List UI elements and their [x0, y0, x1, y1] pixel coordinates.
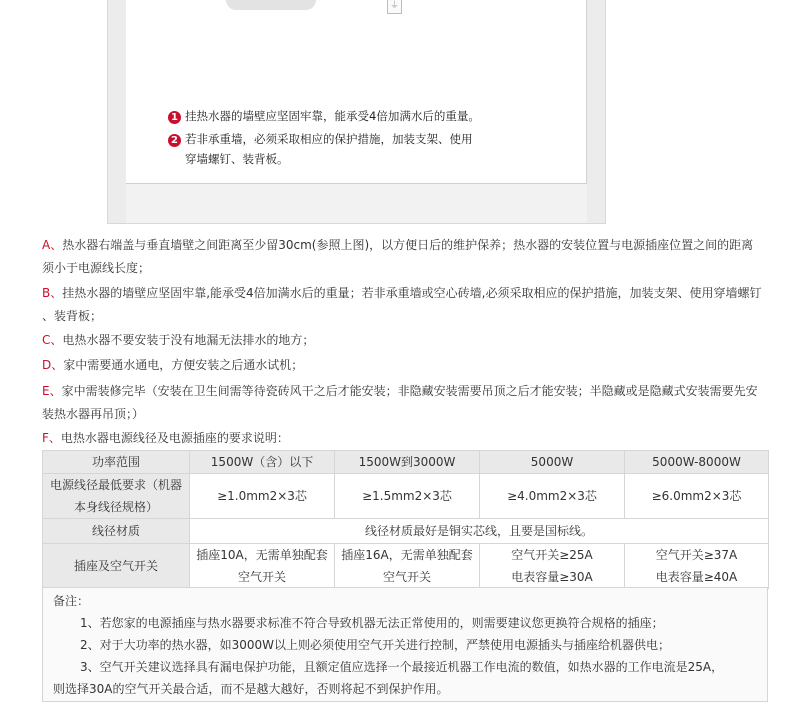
wire-value-3: ≥4.0mm2×3芯: [480, 474, 625, 519]
notes-title: 备注：: [53, 594, 90, 608]
label-c: C、: [42, 333, 63, 347]
label-a: A、: [42, 238, 63, 252]
table-row-wire: [43, 474, 769, 519]
switch-value-3-line2: 电表容量≥30A: [511, 570, 593, 584]
water-heater-image: [226, 0, 316, 10]
illustration-note-2-cont: [185, 149, 289, 169]
requirement-a: [42, 234, 790, 280]
note-item-3-line2: 则选择30A的空气开关最合适，而不是越大越好，否则将起不到保护作用。: [53, 682, 449, 696]
header-power-range: 功率范围: [43, 451, 190, 474]
note-2-text-line1: 若非承重墙，必须采取相应的保护措施，加装支架、使用: [185, 132, 473, 146]
switch-value-4: [625, 544, 769, 589]
requirement-e: [42, 380, 790, 426]
text-a-line2: 须小于电源线长度；: [42, 261, 151, 275]
floor: [126, 184, 587, 223]
table-row-material: [43, 519, 769, 544]
number-1-icon: 1: [168, 111, 181, 124]
label-e: E、: [42, 384, 62, 398]
header-col-3: 5000W: [480, 451, 625, 474]
note-item-1: 1、若您家的电源插座与热水器要求标准不符合导致机器无法正常使用的，则需要建议您更换符合规格的插座；: [80, 616, 664, 630]
label-b: B、: [42, 286, 63, 300]
switch-value-2-line2: 空气开关: [382, 570, 431, 584]
table-row-switch: [43, 544, 769, 589]
note-item-3-line1: 3、空气开关建议选择具有漏电保护功能，且额定值应选择一个最接近机器工作电流的数值，如热水器的工作电流是25A，: [80, 660, 724, 674]
requirement-b: [42, 282, 790, 328]
text-b-line1: 挂热水器的墙壁应坚固牢靠,能承受4倍加满水后的重量；若非承重墙或空心砖墙,必须采取相应的保护措施，加装支架、使用穿墙螺钉: [62, 286, 762, 300]
right-wall: [586, 0, 605, 223]
header-col-1: 1500W（含）以下: [190, 451, 335, 474]
switch-value-1: [190, 544, 335, 589]
wire-value-2: ≥1.5mm2×3芯: [335, 474, 480, 519]
text-d: 家中需要通水通电，方便安装之后通水试机；: [63, 358, 304, 372]
note-1-text: 挂热水器的墙壁应坚固牢靠，能承受4倍加满水后的重量。: [185, 109, 480, 123]
switch-value-4-line2: 电表容量≥40A: [655, 570, 738, 584]
illustration-note-1: [168, 106, 480, 126]
installation-illustration: [107, 0, 606, 224]
number-2-icon: 2: [168, 134, 181, 147]
text-a-line1: 热水器右端盖与垂直墙壁之间距离至少留30cm(参照上图)，以方便日后的维护保养；热水器的安装位置与电源插座位置之间的距离: [62, 238, 754, 252]
text-e-line2: 装热水器再吊顶；）: [42, 407, 145, 421]
header-col-2: 1500W到3000W: [335, 451, 480, 474]
switch-value-1-line1: 插座10A，无需单独配套: [196, 548, 328, 562]
switch-value-3: [480, 544, 625, 589]
switch-value-2: [335, 544, 480, 589]
note-2-text-line2: 穿墙螺钉、装背板。: [185, 152, 289, 166]
text-e-line1: 家中需装修完毕（安装在卫生间需等待瓷砖风干之后才能安装；非隐藏安装需要吊顶之后才能安装；半隐藏或是隐藏式安装需要先安: [61, 384, 758, 398]
material-value: 线径材质最好是铜实芯线，且要是国标线。: [190, 519, 769, 544]
requirement-c: [42, 329, 790, 352]
label-f: F、: [42, 431, 61, 445]
switch-value-1-line2: 空气开关: [237, 570, 286, 584]
header-col-4: 5000W-8000W: [625, 451, 769, 474]
power-spec-table: [42, 450, 769, 589]
wire-label-line2: 本身线径规格）: [73, 500, 158, 514]
text-f: 电热水器电源线径及电源插座的要求说明：: [60, 431, 289, 445]
wire-value-1: ≥1.0mm2×3芯: [190, 474, 335, 519]
left-wall: [108, 0, 127, 223]
material-label: 线径材质: [43, 519, 190, 544]
requirement-f: [42, 427, 790, 450]
switch-value-2-line1: 插座16A，无需单独配套: [341, 548, 473, 562]
wire-value-4: ≥6.0mm2×3芯: [625, 474, 769, 519]
switch-value-3-line1: 空气开关≥25A: [511, 548, 593, 562]
table-header-row: [43, 451, 769, 474]
text-c: 电热水器不要安装于没有地漏无法排水的地方；: [62, 333, 315, 347]
switch-value-4-line1: 空气开关≥37A: [655, 548, 738, 562]
requirement-d: [42, 354, 790, 377]
label-d: D、: [42, 358, 64, 372]
wire-label-line1: 电源线径最低要求（机器: [49, 478, 182, 492]
wire-label: [43, 474, 190, 519]
note-item-2: 2、对于大功率的热水器，如3000W以上则必须使用空气开关进行控制，严禁使用电源插头与插座给机器供电；: [80, 638, 671, 652]
switch-label: 插座及空气开关: [43, 544, 190, 589]
illustration-note-2: [168, 129, 473, 149]
text-b-line2: 、装背板；: [42, 309, 103, 323]
notes-box: [42, 587, 768, 702]
power-socket-icon: ⏚: [387, 0, 402, 14]
